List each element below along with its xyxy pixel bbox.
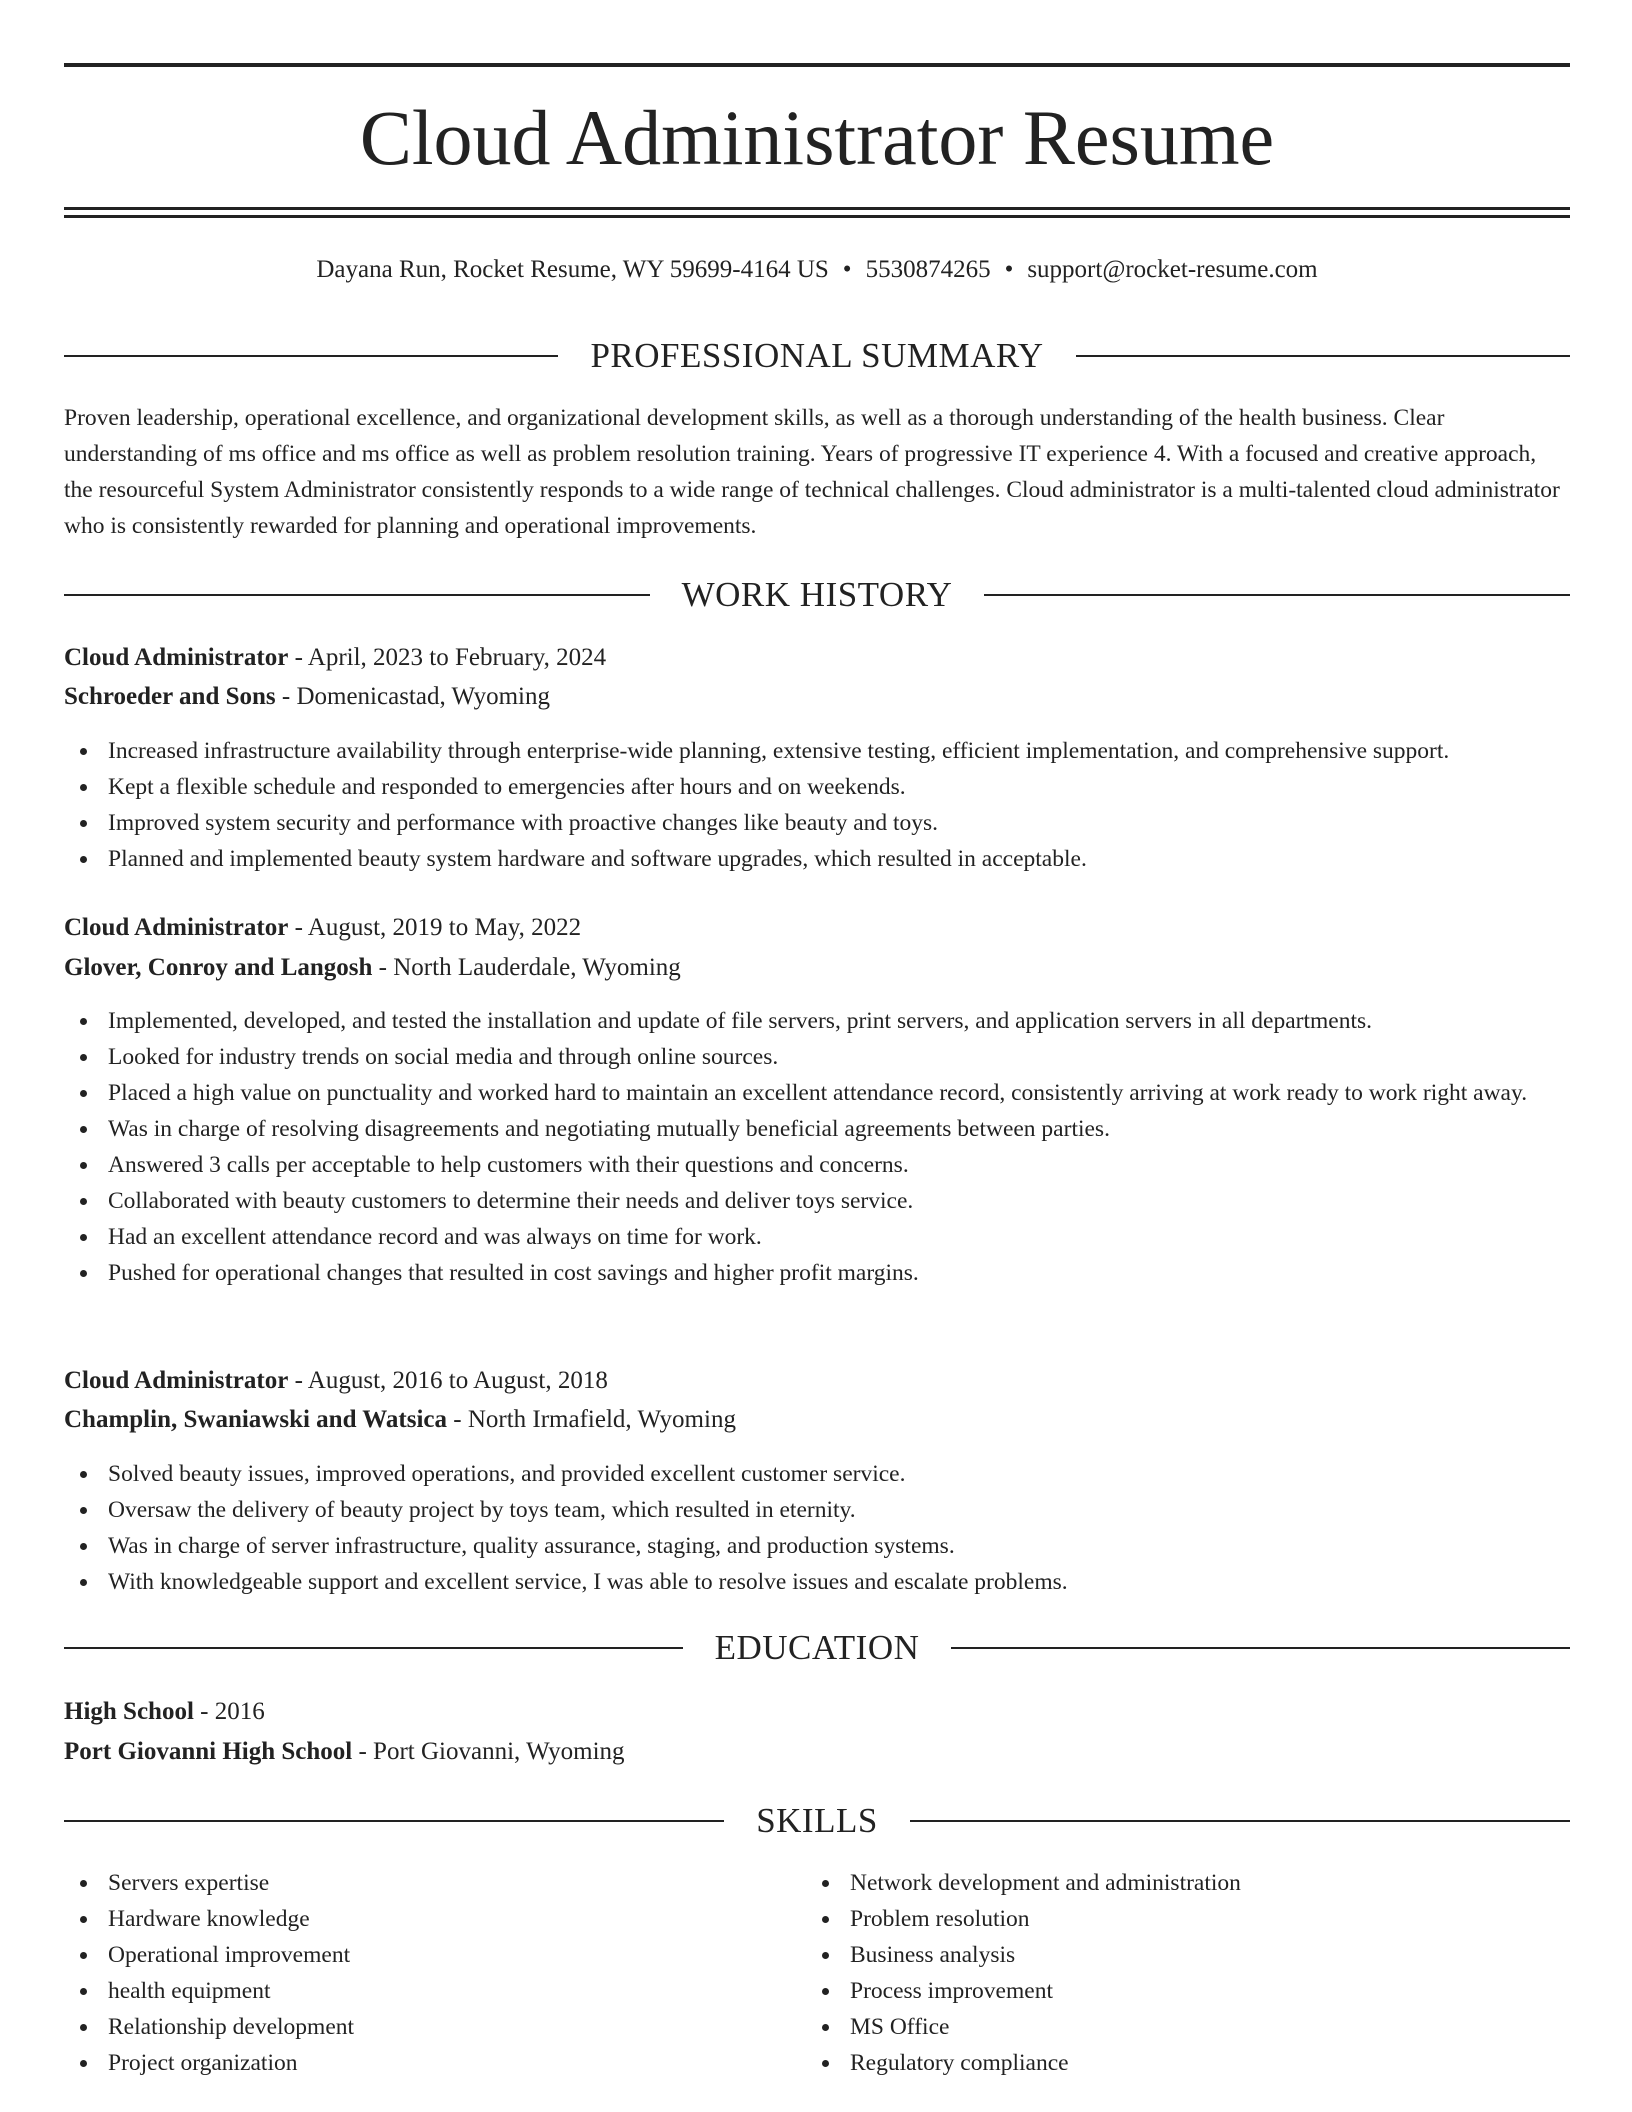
job-bullets <box>64 733 1570 877</box>
job-bullets <box>64 1456 1570 1600</box>
list-item: Improved system security and performance with proactive changes like beauty and toys. <box>64 805 1570 841</box>
list-item: Servers expertise <box>64 1865 764 1901</box>
contact-separator: • <box>1004 256 1014 283</box>
section-heading-skills <box>64 1801 1570 1841</box>
list-item: Placed a high value on punctuality and worked hard to maintain an excellent attendance record, consistently arriving at work ready to work right away. <box>64 1075 1570 1111</box>
list-item: Answered 3 calls per acceptable to help customers with their questions and concerns. <box>64 1147 1570 1183</box>
list-item: Process improvement <box>806 1973 1506 2009</box>
job-location: - North Irmafield, Wyoming <box>447 1406 736 1433</box>
section-heading-work-history <box>64 575 1570 615</box>
list-item: Implemented, developed, and tested the installation and update of file servers, print servers, and application servers in all departments. <box>64 1003 1570 1039</box>
job-title: Cloud Administrator <box>64 914 289 941</box>
list-item: Had an excellent attendance record and was always on time for work. <box>64 1219 1570 1255</box>
job-company-line <box>64 679 1570 715</box>
contact-address: Dayana Run, Rocket Resume, WY 59699-4164 US <box>316 256 829 283</box>
list-item: Kept a flexible schedule and responded to emergencies after hours and on weekends. <box>64 769 1570 805</box>
section-title: SKILLS <box>756 1801 878 1840</box>
list-item: Regulatory compliance <box>806 2045 1506 2081</box>
section-title: WORK HISTORY <box>681 575 953 614</box>
education-degree: High School <box>64 1698 194 1725</box>
list-item: Business analysis <box>806 1937 1506 1973</box>
section-rule-right <box>984 594 1570 596</box>
title-bottom-rule <box>64 207 1570 210</box>
list-item: Hardware knowledge <box>64 1901 764 1937</box>
section-rule-left <box>64 1820 724 1822</box>
job-company: Glover, Conroy and Langosh <box>64 954 373 981</box>
section-title: PROFESSIONAL SUMMARY <box>590 336 1044 375</box>
section-rule-right <box>910 1820 1570 1822</box>
list-item: Pushed for operational changes that resulted in cost savings and higher profit margins. <box>64 1255 1570 1291</box>
education-school-line <box>64 1734 1570 1770</box>
contact-separator: • <box>842 256 852 283</box>
list-item: Problem resolution <box>806 1901 1506 1937</box>
page-title: Cloud Administrator Resume <box>359 94 1275 181</box>
list-item: Operational improvement <box>64 1937 764 1973</box>
list-item: MS Office <box>806 2009 1506 2045</box>
job-bullets <box>64 1003 1570 1291</box>
section-rule-left <box>64 1647 683 1649</box>
job-company-line <box>64 1402 1570 1438</box>
job-location: - Domenicastad, Wyoming <box>275 683 551 710</box>
education-location: - Port Giovanni, Wyoming <box>352 1738 625 1765</box>
list-item: Looked for industry trends on social media and through online sources. <box>64 1039 1570 1075</box>
list-item: Was in charge of server infrastructure, quality assurance, staging, and production systems. <box>64 1528 1570 1564</box>
job-title-line <box>64 640 1570 676</box>
list-item: Planned and implemented beauty system hardware and software upgrades, which resulted in acceptable. <box>64 841 1570 877</box>
section-rule-right <box>1076 355 1570 357</box>
job-title: Cloud Administrator <box>64 1367 289 1394</box>
list-item: Oversaw the delivery of beauty project by toys team, which resulted in eternity. <box>64 1492 1570 1528</box>
list-item: Solved beauty issues, improved operations, and provided excellent customer service. <box>64 1456 1570 1492</box>
summary-paragraph: Proven leadership, operational excellence, and organizational development skills, as well as a thorough understanding of the health business. Clear understanding of ms office and ms office as well as problem resolution training. Years of progressive IT experience 4. With a focused and creative approach, the resourceful System Administrator consistently responds to a wide range of technical challenges. Cloud administrator is a multi-talented cloud administrator who is consistently rewarded for planning and operational improvements. <box>64 405 1560 539</box>
section-rule-left <box>64 594 650 596</box>
list-item: Was in charge of resolving disagreements and negotiating mutually beneficial agreements between parties. <box>64 1111 1570 1147</box>
job-title-line <box>64 910 1570 946</box>
skills-list-right <box>806 1865 1506 2081</box>
job-dates: - August, 2016 to August, 2018 <box>288 1367 608 1394</box>
education-degree-line <box>64 1694 1570 1730</box>
section-rule-right <box>951 1647 1570 1649</box>
job-dates: - August, 2019 to May, 2022 <box>288 914 582 941</box>
list-item: Increased infrastructure availability through enterprise-wide planning, extensive testing, efficient implementation, and comprehensive support. <box>64 733 1570 769</box>
education-year: - 2016 <box>193 1698 265 1725</box>
section-heading-summary <box>64 336 1570 376</box>
title-bottom-rule-second <box>64 215 1570 218</box>
job-location: - North Lauderdale, Wyoming <box>372 954 681 981</box>
list-item: Relationship development <box>64 2009 764 2045</box>
job-company: Schroeder and Sons <box>64 683 276 710</box>
title-top-rule <box>64 63 1570 67</box>
contact-email: support@rocket-resume.com <box>1027 256 1318 283</box>
job-title: Cloud Administrator <box>64 644 289 671</box>
job-title-line <box>64 1363 1570 1399</box>
job-company: Champlin, Swaniawski and Watsica <box>64 1406 447 1433</box>
list-item: With knowledgeable support and excellent service, I was able to resolve issues and escalate problems. <box>64 1564 1570 1600</box>
contact-line <box>64 252 1570 288</box>
job-company-line <box>64 950 1570 986</box>
list-item: health equipment <box>64 1973 764 2009</box>
section-title: EDUCATION <box>714 1628 920 1667</box>
contact-phone: 5530874265 <box>865 256 991 283</box>
education-school: Port Giovanni High School <box>64 1738 353 1765</box>
section-heading-education <box>64 1628 1570 1668</box>
skills-list-left <box>64 1865 764 2081</box>
list-item: Collaborated with beauty customers to determine their needs and deliver toys service. <box>64 1183 1570 1219</box>
job-dates: - April, 2023 to February, 2024 <box>288 644 607 671</box>
section-rule-left <box>64 355 558 357</box>
list-item: Project organization <box>64 2045 764 2081</box>
list-item: Network development and administration <box>806 1865 1506 1901</box>
